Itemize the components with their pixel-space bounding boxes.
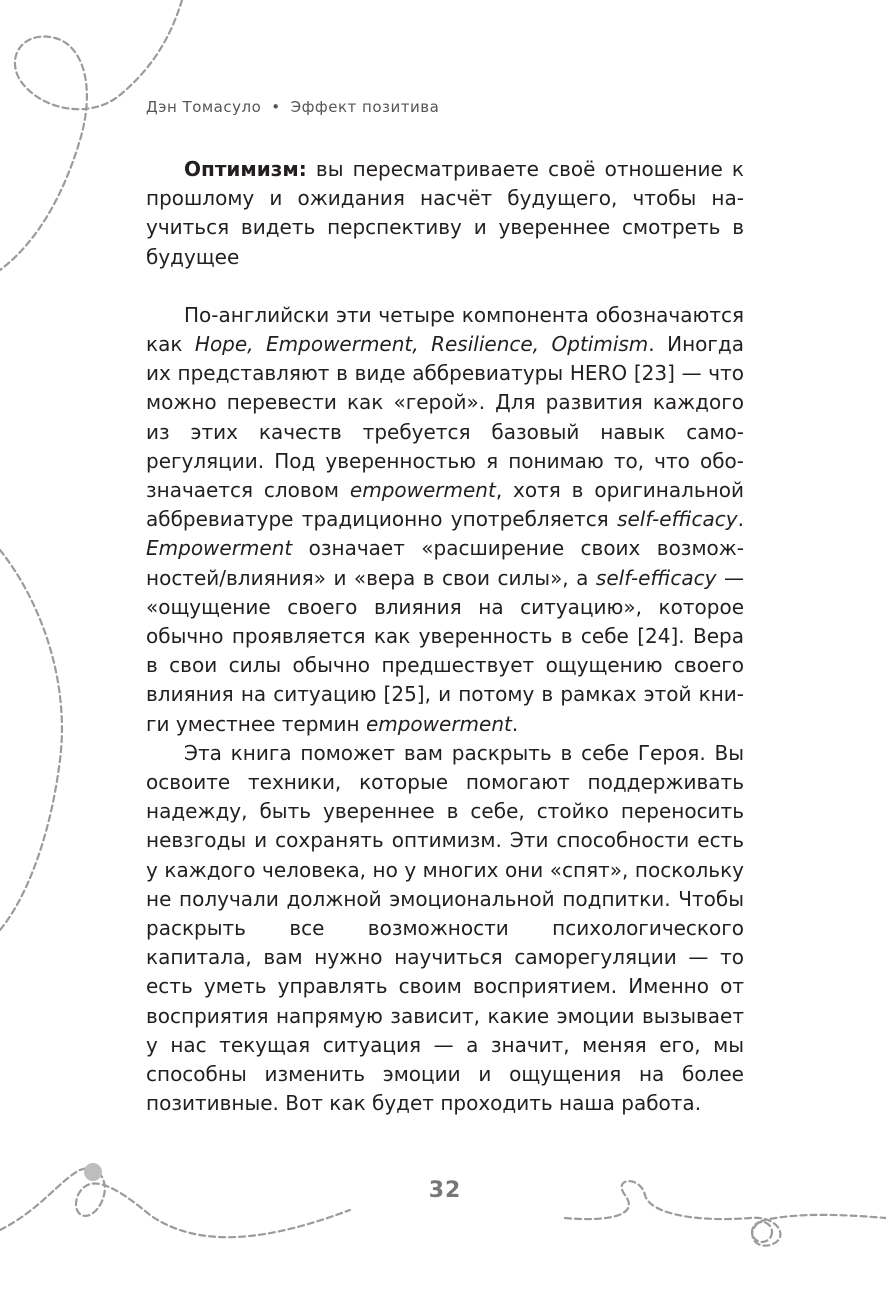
book-title: Эффект позитива xyxy=(290,98,440,116)
text-span: . xyxy=(511,711,519,736)
bottom-left-squiggle xyxy=(0,1168,350,1237)
body-text xyxy=(146,155,744,1119)
page-number: 32 xyxy=(428,1178,462,1203)
paragraph-text: вы пересматриваете своё отношение к прошлому и ожидания насчёт будущего, чтобы научиться видеть перспективу и увереннее смотреть в будущее xyxy=(146,157,744,269)
text-span: означает «расширение своих возможностей/влияния» и «вера в свои силы», а xyxy=(146,536,744,590)
text-span: , хотя в оригинальной аббревиатуре традиционно употребляется xyxy=(146,478,744,532)
italic-term: Hope, Empowerment, Resilience, Optimism xyxy=(194,332,649,357)
paragraph-optimism xyxy=(146,155,744,272)
italic-term: empowerment xyxy=(365,711,512,736)
bottom-left-dot xyxy=(84,1163,102,1181)
running-head xyxy=(146,98,439,116)
italic-term: self-efficacy xyxy=(617,507,738,532)
author-name: Дэн Томасуло xyxy=(146,98,262,116)
paragraph-hero-book: Эта книга поможет вам раскрыть в себе Героя. Вы освоите техники, которые помогают поддерживать надежду, быть увереннее в себе, стойко переносить невзгоды и сохранять оптимизм. Эти способности есть у каждого человека, но у многих они «спят», поскольку не получали должной эмоциональной подпитки. Чтобы раскрыть все возможности психологического капитала, вам нужно научиться саморегуляции — то есть уметь управлять своим восприятием. Именно от восприятия напрямую зависит, какие эмоции вызывает у нас текущая ситуация — а значит, меняя его, мы способны изменить эмоции и ощущения на более позитивные. Вот как будет проходить наша работа. xyxy=(146,740,744,1116)
term-optimism: Оптимизм: xyxy=(184,157,307,181)
text-span: По-английски эти четыре компонента обозначаются как xyxy=(146,302,744,357)
italic-term: empowerment xyxy=(349,478,496,503)
bottom-right-squiggle xyxy=(565,1181,886,1246)
header-separator: • xyxy=(271,98,281,116)
italic-term: Empowerment xyxy=(146,536,293,561)
italic-term: self-efficacy xyxy=(595,565,717,590)
paragraph-hero xyxy=(146,301,744,739)
bottom-right-loop xyxy=(752,1222,772,1242)
text-span: . Иногда их представляют в виде аббревиатуры HERO [23] — что можно перевести как «герой». Для развития каждого из этих качеств требуется базовый навык саморегуляции. Под уверенностью я понимаю то, что обозначается словом xyxy=(146,332,744,503)
text-span: . xyxy=(737,507,744,532)
left-side-arc xyxy=(0,550,62,930)
text-span: — «ощущение своего влияния на ситуацию», которое обычно проявляется как уверенность в себе [24]. Вера в свои силы обычно предшествует ощущению своего влияния на ситуацию [25], и потому в рамках этой книги уместнее термин xyxy=(146,565,744,736)
